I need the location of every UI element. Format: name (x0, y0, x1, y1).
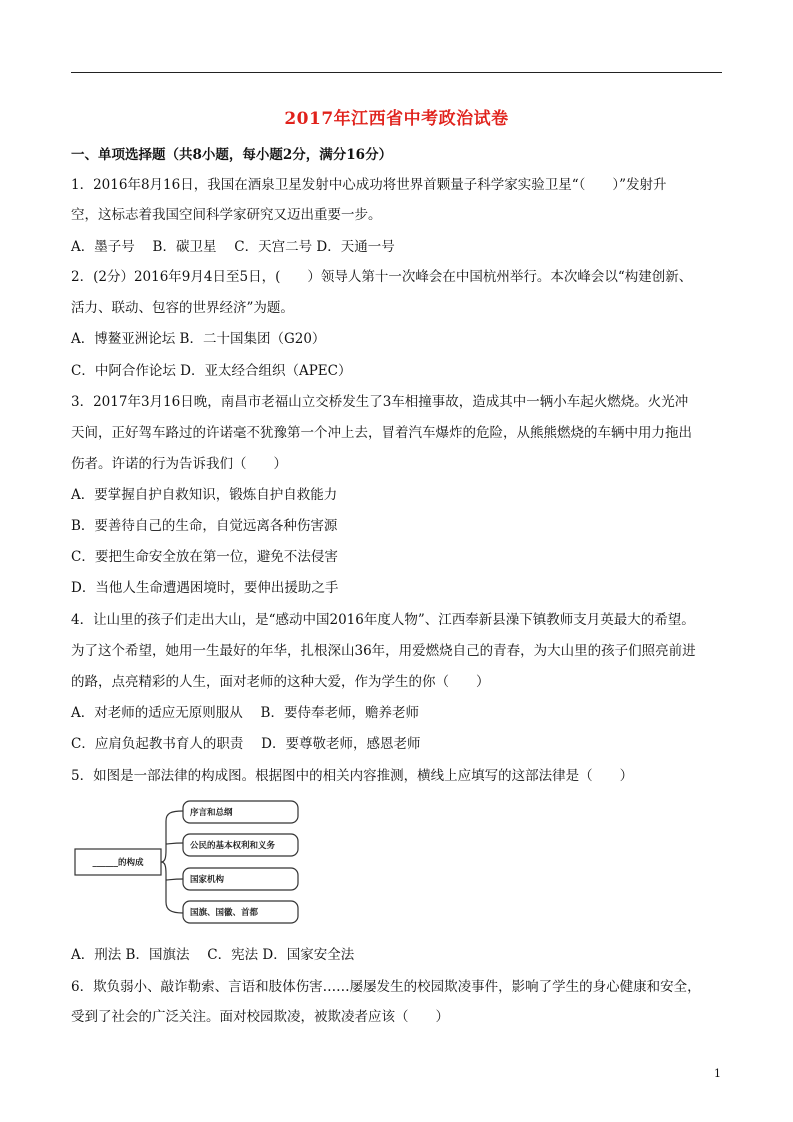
q3-line-3: 伤者。许诺的行为告诉我们（ ） (71, 456, 287, 472)
q1-line-1: 1．2016年8月16日，我国在酒泉卫星发射中心成功将世界首颗量子科学家实验卫星“（ ）”发射升 (71, 177, 667, 193)
q4-line-2: 为了这个希望，她用一生最好的年华，扎根深山36年，用爱燃烧自己的青春，为大山里的孩子们照亮前进 (71, 643, 696, 659)
diagram-item-label: 国家机构 (190, 875, 225, 885)
q3-option-c: C．要把生命安全放在第一位，避免不法侵害 (71, 549, 338, 565)
diagram-item-label: 公民的基本权利和义务 (190, 841, 276, 851)
q3-line-2: 天间，正好驾车路过的许诺毫不犹豫第一个冲上去，冒着汽车爆炸的危险，从熊熊燃烧的车辆中用力拖出 (71, 425, 692, 441)
diagram-item-label: 国旗、国徽、首都 (190, 908, 259, 918)
q3-option-a: A．要掌握自护自救知识，锻炼自护自救能力 (71, 487, 338, 503)
q6-line-1: 6．欺负弱小、敲诈勒索、言语和肢体伤害……屡屡发生的校园欺凌事件，影响了学生的身心健康和安全， (71, 979, 701, 995)
q4-options-ab: A．对老师的适应无原则服从 B．要侍奉老师，赡养老师 (71, 705, 419, 721)
q5-line-1: 5．如图是一部法律的构成图。根据图中的相关内容推测，横线上应填写的这部法律是（ ） (71, 768, 634, 784)
q6-line-2: 受到了社会的广泛关注。面对校园欺凌，被欺凌者应该（ ） (71, 1009, 449, 1025)
q2-options-ab: A．博鳌亚洲论坛 B．二十国集团（G20） (71, 331, 326, 347)
q4-line-3: 的路，点亮精彩的人生，面对老师的这种大爱，作为学生的你（ ） (71, 674, 490, 690)
law-structure-diagram (73, 800, 305, 926)
q2-line-2: 活力、联动、包容的世界经济”为题。 (71, 300, 294, 316)
q3-option-d: D．当他人生命遭遇困境时，要伸出援助之手 (71, 580, 339, 596)
q1-options: A．墨子号 B．碳卫星 C．天宫二号 D．天通一号 (71, 239, 395, 255)
q3-option-b: B．要善待自己的生命，自觉远离各种伤害源 (71, 518, 338, 534)
q2-line-1: 2．(2分）2016年9月4日至5日，( ）领导人第十一次峰会在中国杭州举行。本次峰会以“构建创新、 (71, 269, 693, 285)
q2-options-cd: C．中阿合作论坛 D．亚太经合组织（APEC） (71, 363, 352, 379)
q4-options-cd: C．应肩负起教书育人的职责 D．要尊敬老师，感恩老师 (71, 736, 421, 752)
diagram-item-label: 序言和总纲 (190, 808, 233, 818)
q1-line-2: 空，这标志着我国空间科学家研究又迈出重要一步。 (71, 207, 382, 223)
header-rule (71, 72, 722, 73)
q3-line-1: 3．2017年3月16日晚，南昌市老福山立交桥发生了3车相撞事故，造成其中一辆小车起火燃烧。火光冲 (71, 394, 689, 410)
q4-line-1: 4．让山里的孩子们走出大山，是“感动中国2016年度人物”、江西奉新县澡下镇教师支月英最大的希望。 (71, 612, 695, 628)
q5-options: A．刑法 B．国旗法 C．宪法 D．国家安全法 (71, 947, 355, 963)
diagram-root-label: ______的构成 (92, 858, 144, 868)
page-number: 1 (714, 1067, 721, 1080)
page-title: 2017年江西省中考政治试卷 (284, 109, 509, 129)
section-heading: 一、单项选择题（共8小题，每小题2分，满分16分） (71, 147, 393, 163)
